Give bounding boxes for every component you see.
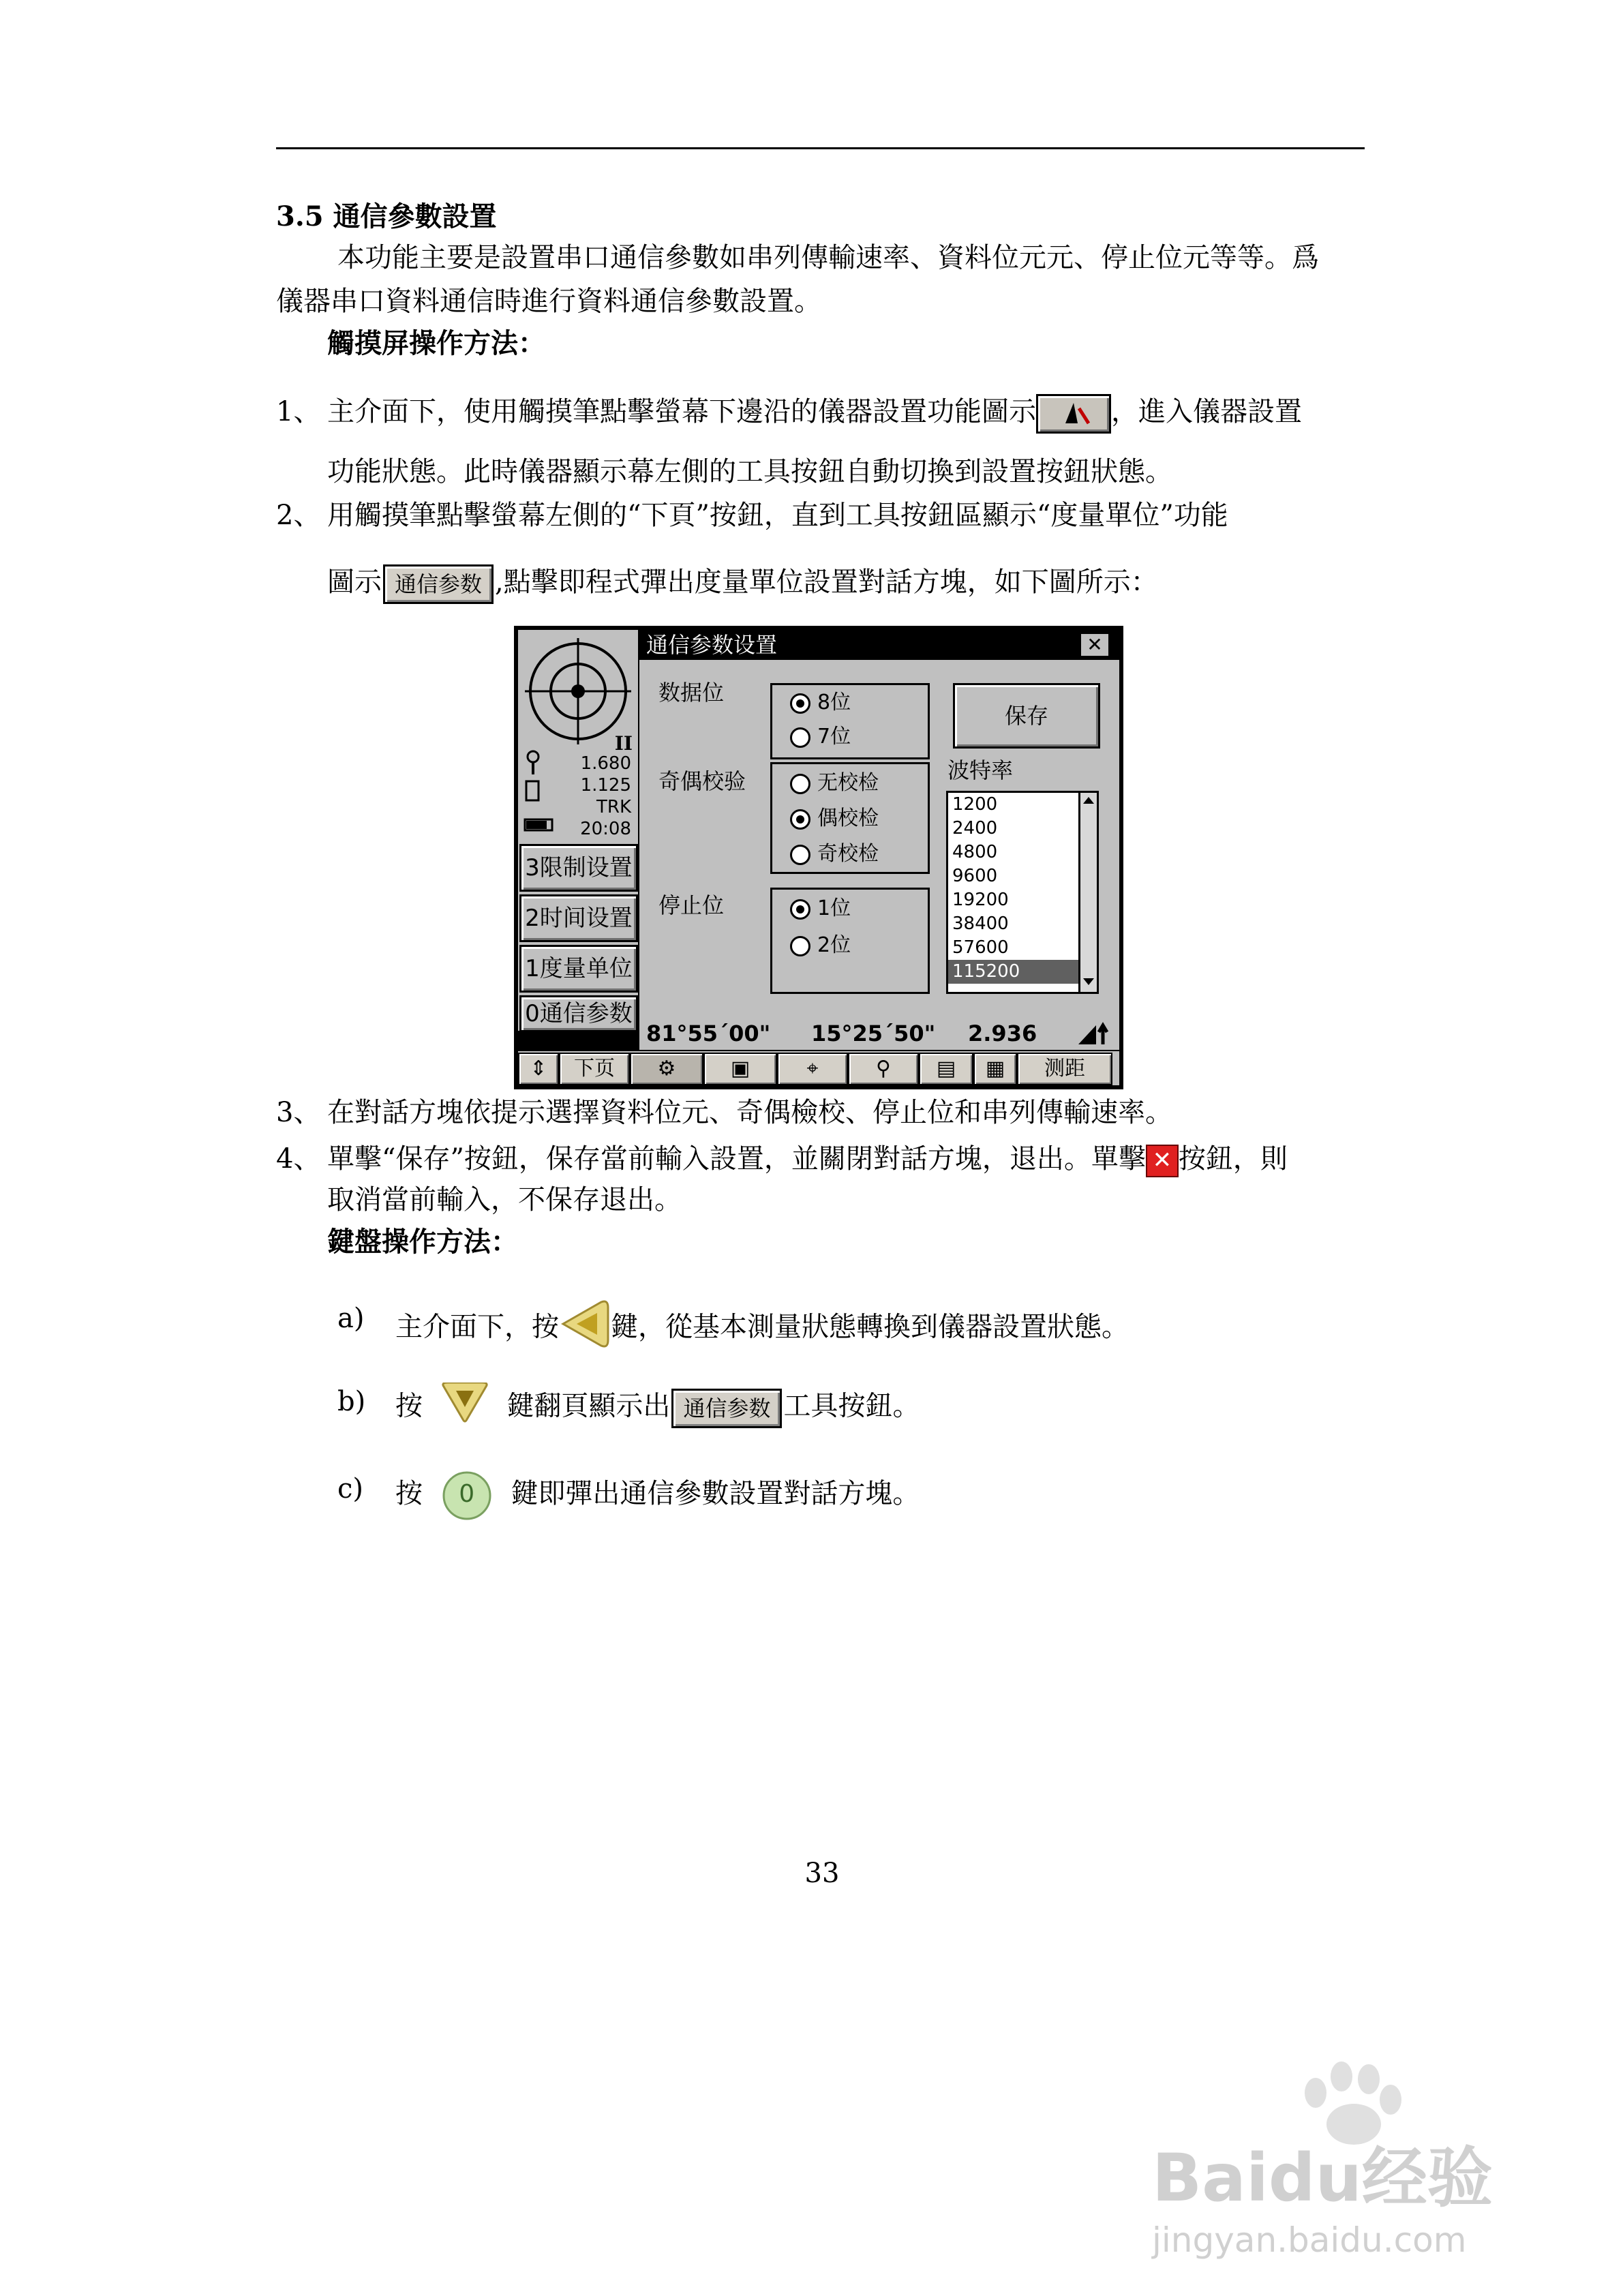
readout-1: 1.680 — [580, 753, 631, 774]
touch-title: 觸摸屏操作方法： — [327, 327, 545, 359]
list-item[interactable]: 57600 — [952, 937, 1009, 958]
list-item[interactable]: 38400 — [952, 913, 1009, 934]
stopbits-group — [770, 888, 930, 994]
stopbits-label: 停止位 — [658, 892, 725, 918]
parity-group — [770, 762, 930, 874]
step-1-cont: 功能狀態。此時儀器顯示幕左側的工具按鈕自動切換到設置按鈕狀態。 — [327, 456, 1172, 487]
radio-dot-icon — [790, 774, 810, 794]
radio-dot-icon — [790, 809, 810, 830]
step-2-b: 圖示 — [327, 567, 382, 598]
list-item-selected[interactable]: 115200 — [948, 960, 1097, 984]
page-number: 33 — [804, 1858, 840, 1889]
comm-params-button-image: 通信参数 — [383, 564, 494, 604]
step-2-cont — [327, 563, 1158, 604]
close-icon: ✕ — [1146, 1145, 1179, 1177]
next-page-button[interactable]: 下页 — [559, 1053, 630, 1085]
list-item[interactable]: 4800 — [952, 842, 998, 862]
baud-list[interactable] — [946, 791, 1099, 994]
device-screenshot — [514, 626, 1123, 1089]
key-c-b: 鍵即彈出通信參數設置對話方塊。 — [511, 1478, 920, 1509]
key-c-label: c) — [337, 1473, 364, 1505]
step-1-b: ，進入儀器設置 — [1111, 396, 1302, 427]
comm-params-button-image-2: 通信参数 — [671, 1389, 782, 1428]
key-a-b: 鍵，從基本測量狀態轉換到儀器設置狀態。 — [611, 1311, 1129, 1343]
radio-label: 偶校检 — [817, 806, 879, 830]
databits-group — [770, 683, 930, 759]
list-item[interactable]: 9600 — [952, 866, 998, 886]
program-icon[interactable]: ⌖ — [777, 1053, 848, 1085]
status-v-angle: 15°25´50" — [811, 1021, 936, 1046]
radio-label: 8位 — [817, 691, 851, 714]
status-bar — [639, 1017, 1119, 1050]
side-btn-comm[interactable]: 0通信参数 — [519, 995, 638, 1032]
step-2-num: 2、 — [276, 500, 321, 531]
radio-dot-icon — [790, 693, 810, 714]
list-item[interactable]: 19200 — [952, 890, 1009, 910]
list-item[interactable]: 1200 — [952, 794, 998, 815]
comm-settings-dialog — [639, 630, 1119, 1017]
radio-parity-odd[interactable] — [790, 841, 879, 868]
dialog-close-button[interactable]: ✕ — [1081, 634, 1108, 656]
step-4-cont: 取消當前輸入，不保存退出。 — [327, 1184, 682, 1215]
status-hz-angle: 81°55´00" — [646, 1021, 771, 1046]
device-left-panel — [518, 630, 638, 1031]
down-arrow-key-icon — [441, 1383, 489, 1434]
radio-databits-7[interactable] — [790, 723, 851, 751]
page-toggle-icon[interactable]: ⇕ — [518, 1053, 559, 1085]
step-4-text — [327, 1140, 1288, 1178]
readout-mode: TRK — [596, 797, 631, 817]
key-c-text — [395, 1470, 920, 1522]
side-btn-time[interactable]: 2时间设置 — [519, 894, 638, 942]
radio-label: 无校检 — [817, 771, 879, 795]
measure-distance-button[interactable]: 测距 — [1017, 1053, 1112, 1085]
key-a-text — [395, 1299, 1129, 1359]
intro-line-2: 儀器串口資料通信時進行資料通信參數設置。 — [276, 286, 821, 317]
radio-dot-icon — [790, 899, 810, 920]
save-button[interactable]: 保存 — [953, 683, 1100, 749]
left-arrow-key-icon — [559, 1299, 611, 1359]
key-b-b: 鍵翻頁顯示出 — [506, 1390, 671, 1422]
radio-label: 奇校检 — [817, 842, 879, 866]
radio-parity-none[interactable] — [790, 770, 879, 797]
step-1-a: 主介面下，使用觸摸筆點擊螢幕下邊沿的儀器設置功能圖示 — [327, 396, 1036, 427]
side-btn-units[interactable]: 1度量单位 — [519, 945, 638, 993]
mode-indicator: II — [614, 732, 633, 755]
databits-label: 数据位 — [658, 680, 725, 706]
zero-key-label: 0 — [459, 1480, 475, 1508]
step-4-b: 按鈕，則 — [1178, 1143, 1288, 1175]
baud-scrollbar[interactable] — [1078, 793, 1097, 992]
dialog-title: 通信参数设置 — [639, 630, 1119, 660]
radio-label: 1位 — [817, 896, 851, 920]
left-readouts — [580, 753, 631, 840]
radio-label: 2位 — [817, 933, 851, 957]
key-b-text — [395, 1383, 920, 1434]
list-item[interactable]: 2400 — [952, 818, 998, 839]
key-b-label: b) — [337, 1386, 366, 1417]
key-b-c: 工具按鈕。 — [783, 1390, 920, 1422]
step-3-num: 3、 — [276, 1097, 321, 1128]
intro-line-1: 本功能主要是設置串口通信參數如串列傳輸速率、資料位元元、停止位元等等。爲 — [337, 242, 1319, 273]
watermark-brand: Baidu经验 — [1152, 2140, 1493, 2216]
radio-dot-icon — [790, 727, 810, 748]
status-distance: 2.936 — [968, 1021, 1037, 1046]
radio-dot-icon — [790, 845, 810, 865]
step-1-text — [327, 393, 1302, 434]
radio-stopbits-1[interactable] — [790, 895, 851, 922]
side-btn-limit[interactable]: 3限制设置 — [519, 844, 638, 892]
header-rule — [276, 147, 1365, 149]
key-b-a: 按 — [395, 1390, 423, 1422]
bottom-toolbar — [518, 1051, 1119, 1085]
radio-label: 7位 — [817, 725, 851, 749]
save-disk-icon[interactable]: ▣ — [703, 1053, 777, 1085]
step-3-text: 在對話方塊依提示選擇資料位元、奇偶檢校、停止位和串列傳輸速率。 — [327, 1097, 1172, 1128]
keyboard-icon[interactable]: ▦ — [973, 1053, 1017, 1085]
key-c-a: 按 — [395, 1478, 423, 1509]
station-icon[interactable]: ⚲ — [848, 1053, 919, 1085]
radio-dot-icon — [790, 936, 810, 956]
watermark-url: jingyan.baidu.com — [1152, 2220, 1467, 2260]
readout-time: 20:08 — [580, 819, 631, 839]
radio-parity-even[interactable] — [790, 805, 879, 832]
step-4-a: 單擊“保存”按鈕，保存當前輸入設置，並關閉對話方塊，退出。單擊 — [327, 1143, 1146, 1175]
radio-stopbits-2[interactable] — [790, 932, 851, 959]
section-heading: 3.5 通信參數設置 — [276, 200, 497, 232]
keyboard-title: 鍵盤操作方法： — [327, 1226, 518, 1258]
settings-tool-icon[interactable]: ⚙ — [630, 1053, 703, 1085]
folder-icon[interactable]: ▤ — [919, 1053, 973, 1085]
radio-databits-8[interactable] — [790, 689, 851, 716]
readout-2: 1.125 — [580, 775, 631, 796]
zero-key-icon — [441, 1470, 493, 1522]
step-2-c: ,點擊即程式彈出度量單位設置對話方塊，如下圖所示： — [495, 567, 1158, 598]
key-a-a: 主介面下，按 — [395, 1311, 559, 1343]
baud-label: 波特率 — [947, 757, 1014, 783]
baidu-watermark — [1152, 2059, 1534, 2263]
parity-label: 奇偶校验 — [658, 768, 746, 794]
instrument-settings-icon — [1036, 394, 1111, 434]
step-1-num: 1、 — [276, 396, 321, 427]
step-2-text: 用觸摸筆點擊螢幕左側的“下頁”按鈕，直到工具按鈕區顯示“度量單位”功能 — [327, 500, 1228, 531]
step-4-num: 4、 — [276, 1143, 321, 1175]
key-a-label: a) — [337, 1303, 365, 1334]
paw-icon — [1288, 2059, 1411, 2147]
